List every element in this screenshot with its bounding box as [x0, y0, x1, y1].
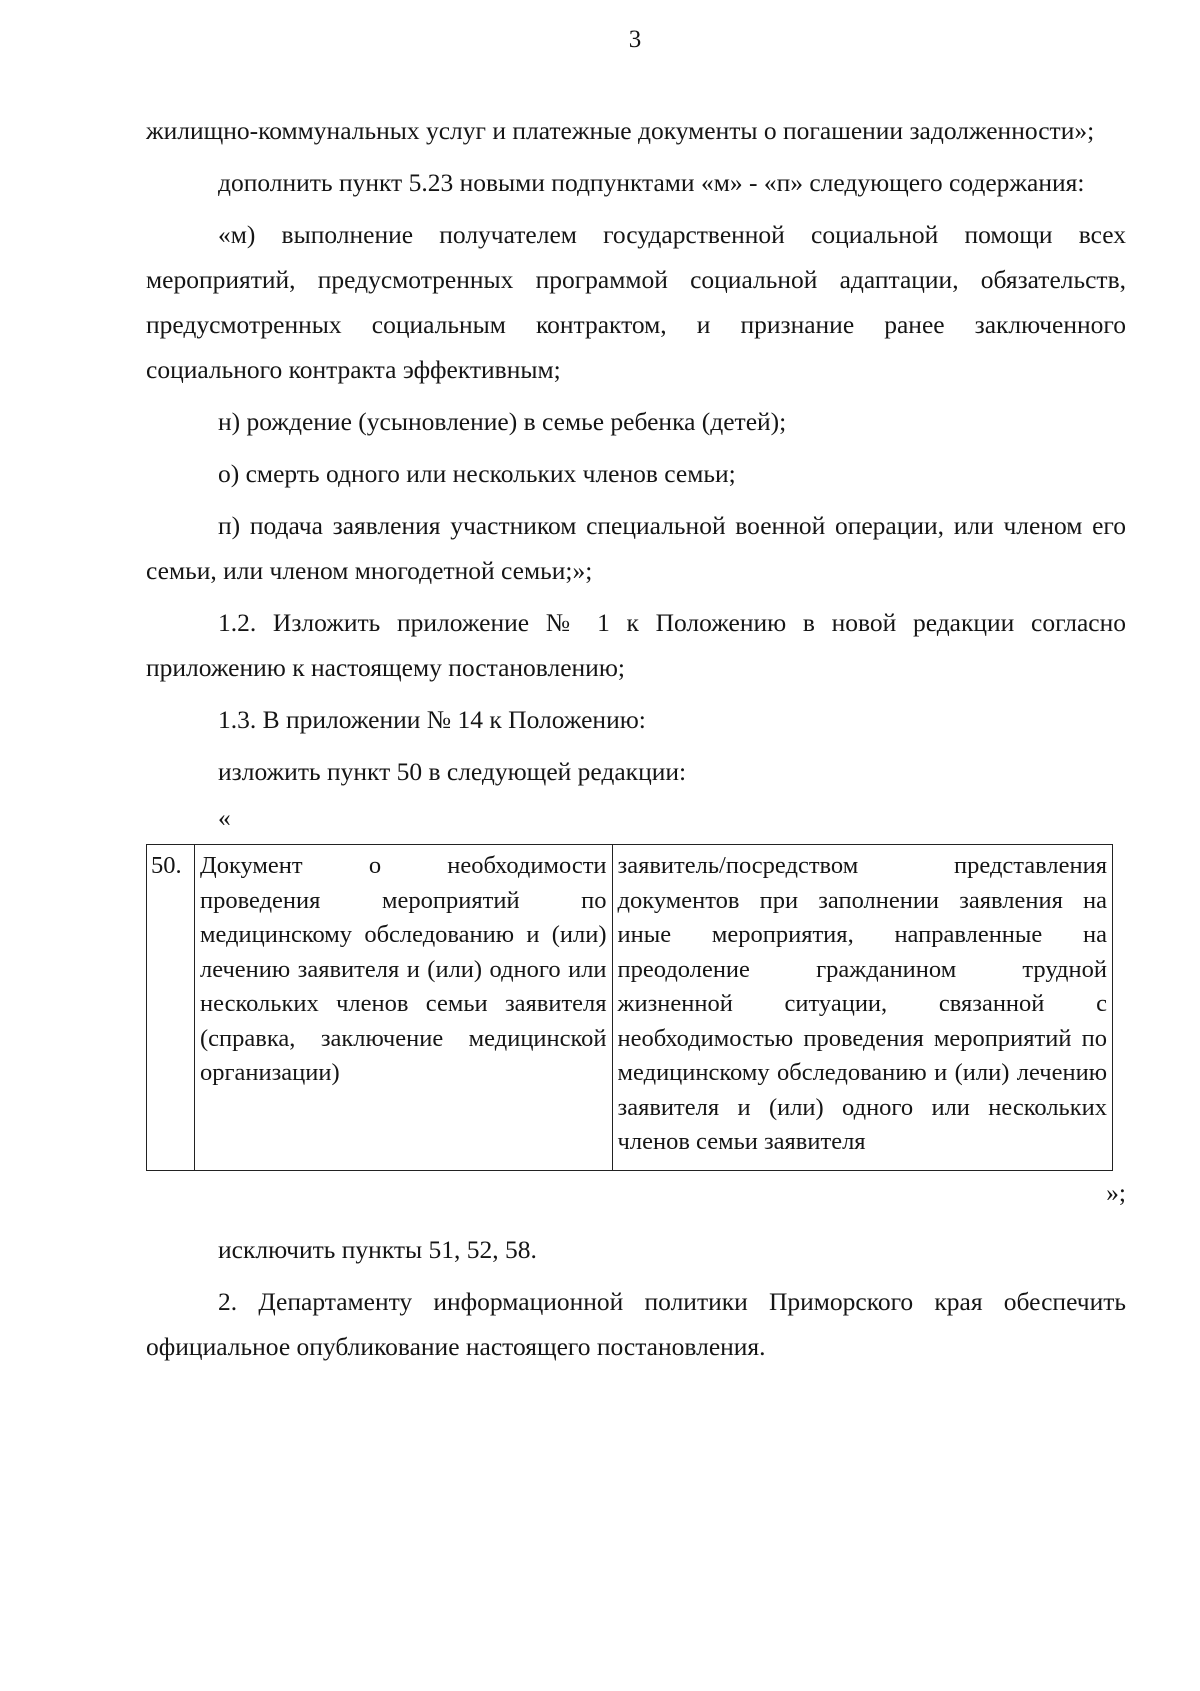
paragraph-2-publication: 2. Департаменту информационной политики Приморского края обеспечить официальное опубликование настоящего постановления. — [146, 1286, 1126, 1361]
paragraph-1-3: 1.3. В приложении № 14 к Положению: — [218, 705, 646, 734]
paragraph-1-2: 1.2. Изложить приложение № 1 к Положению в новой редакции согласно приложению к настоящему постановлению; — [146, 608, 1126, 682]
document-description-cell: Документ о необходимости проведения мероприятий по медицинскому обследованию и (или) лечению заявителя и (или) одного или нескольких членов семьи заявителя (справка, заключение медицинской организации) — [194, 845, 612, 1171]
paragraph-restate-item-50: изложить пункт 50 в следующей редакции: — [218, 757, 687, 786]
item-50-table — [146, 844, 1113, 1171]
closing-quote: »; — [1106, 1177, 1126, 1207]
opening-quote: « — [218, 803, 231, 832]
paragraph-continuation: жилищно-коммунальных услуг и платежные документы о погашении задолженности»; — [146, 116, 1095, 145]
table-row — [147, 845, 1113, 1171]
paragraph-subitem-m: «м) выполнение получателем государственной социальной помощи всех мероприятий, предусмотренных программой социальной адаптации, обязательств, предусмотренных социальным контрактом, и признание ранее заключенного социального контракта эффективным; — [146, 220, 1126, 384]
page-number: 3 — [628, 26, 642, 53]
paragraph-add-subitems: дополнить пункт 5.23 новыми подпунктами «м» - «п» следующего содержания: — [218, 168, 1085, 197]
paragraph-subitem-n: н) рождение (усыновление) в семье ребенка (детей); — [218, 407, 787, 436]
paragraph-subitem-p: п) подача заявления участником специальной военной операции, или членом его семьи, или членом многодетной семьи;»; — [146, 511, 1126, 585]
paragraph-subitem-o: о) смерть одного или нескольких членов семьи; — [218, 459, 736, 488]
provider-description-cell: заявитель/посредством представления документов при заполнении заявления на иные мероприятия, направленные на преодоление гражданином трудной жизненной ситуации, связанной с необходимостью проведения мероприятий по медицинскому обследованию и (или) лечению заявителя и (или) одного или нескольких членов семьи заявителя — [612, 845, 1112, 1171]
item-number-cell: 50. — [147, 845, 195, 1171]
document-body — [146, 108, 1126, 1369]
paragraph-exclude-items: исключить пункты 51, 52, 58. — [218, 1234, 537, 1264]
